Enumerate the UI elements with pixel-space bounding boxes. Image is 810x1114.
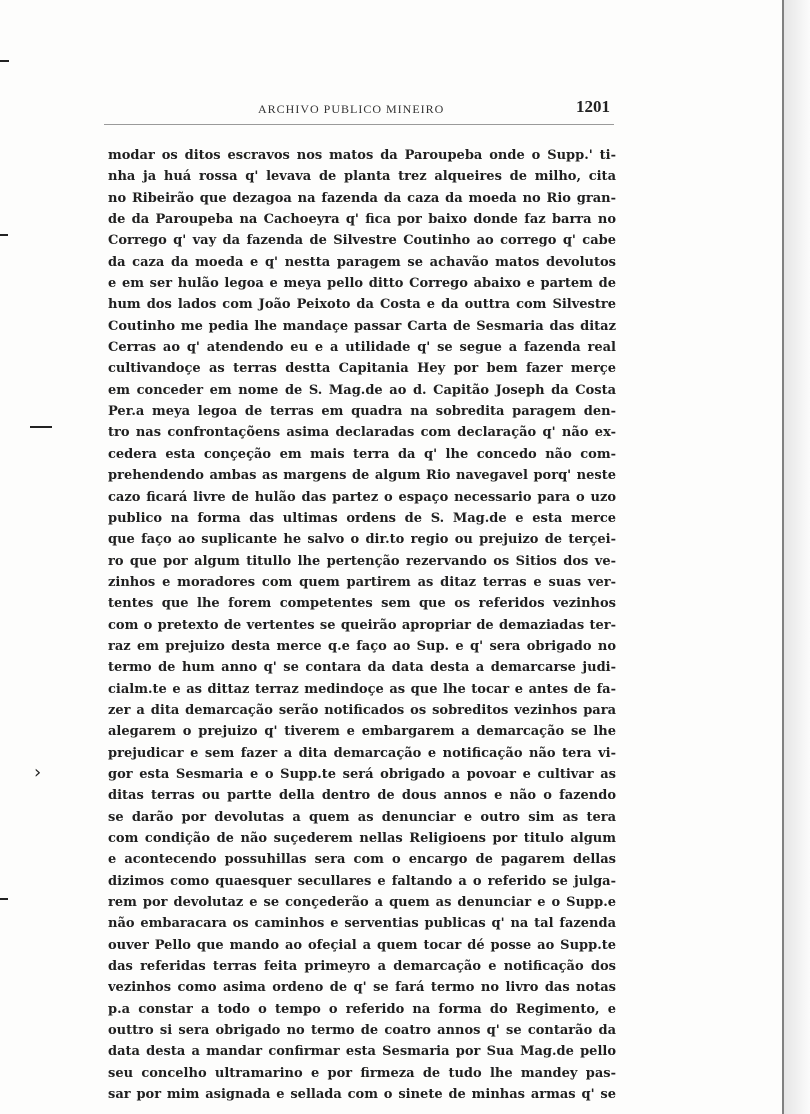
text-line: com condição de não suçederem nellas Religioens por titulo algum <box>108 831 616 846</box>
chevron-right-icon: › <box>34 762 42 783</box>
text-line: com o pretexto de vertentes se queirão apropriar de demaziadas ter- <box>108 617 616 633</box>
text-line: zinhos e moradores com quem partirem as ditaz terras e suas ver- <box>108 574 616 590</box>
page-edge-shadow <box>784 0 810 1114</box>
text-line: publico na forma das ultimas ordens de S. Mag.de e esta merce <box>108 510 616 526</box>
text-line: alegarem o prejuizo q' tiverem e embargarem a demarcação se lhe <box>108 724 616 740</box>
text-line: outtro si sera obrigado no termo de coatro annos q' se contarão da <box>108 1023 616 1039</box>
page-edge-line <box>782 0 784 1114</box>
text-line: data desta a mandar confirmar esta Sesmaria por Sua Mag.de pello <box>108 1044 616 1060</box>
text-line: de da Paroupeba na Cachoeyra q' fica por baixo donde faz barra no <box>108 212 616 228</box>
text-line: se darão por devolutas a quem as denunciar e outro sim as tera <box>108 809 616 825</box>
text-line: ro que por algum titullo lhe pertenção rezervando os Sitios dos ve- <box>108 553 616 569</box>
body-text <box>108 145 616 1105</box>
text-line: que faço ao suplicante he salvo o dir.to regio ou prejuizo de terçei- <box>108 532 616 548</box>
text-line: cedera esta conçeção em mais terra da q' lhe concedo não com- <box>108 446 616 462</box>
text-line: no Ribeirão que dezagoa na fazenda da caza da moeda no Rio gran- <box>108 190 616 206</box>
text-line: nha ja huá rossa q' levava de planta trez alqueires de milho, cita <box>108 169 616 185</box>
text-line: cazo ficará livre de hulão das partez o espaço necessario para o uzo <box>108 489 616 505</box>
text-line: prehendendo ambas as margens de algum Rio navegavel porq' neste <box>108 468 616 484</box>
text-line: gor esta Sesmaria e o Supp.te será obrigado a povoar e cultivar as <box>108 766 616 782</box>
text-line: Cerras ao q' atendendo eu e a utilidade q' se segue a fazenda real <box>108 340 616 356</box>
text-line: em conceder em nome de S. Mag.de ao d. Capitão Joseph da Costa <box>108 382 616 398</box>
text-line: termo de hum anno q' se contara da data desta a demarcarse judi- <box>108 660 616 676</box>
header-rule <box>104 124 614 125</box>
text-line: raz em prejuizo desta merce q.e faço ao Sup. e q' sera obrigado no <box>108 638 616 654</box>
margin-mark <box>30 426 52 428</box>
margin-mark <box>0 234 8 236</box>
text-line: e acontecendo possuhillas sera com o encargo de pagarem dellas <box>108 852 616 868</box>
text-line: rem por devolutaz e se conçederão a quem as denunciar e o Supp.e <box>108 895 616 911</box>
text-line: Per.a meya legoa de terras em quadra na sobredita paragem den- <box>108 404 616 420</box>
text-line: prejudicar e sem fazer a dita demarcação e notificação não tera vi- <box>108 745 616 761</box>
text-line: tentes que lhe forem competentes sem que os referidos vezinhos <box>108 596 616 612</box>
running-head: ARCHIVO PUBLICO MINEIRO <box>258 102 445 116</box>
text-line: da caza da moeda e q' nestta paragem se achavão matos devolutos <box>108 254 616 270</box>
margin-mark <box>0 898 8 900</box>
text-line: modar os ditos escravos nos matos da Paroupeba onde o Supp.' ti- <box>108 148 616 163</box>
text-line: Coutinho me pedia lhe mandaçe passar Carta de Sesmaria das ditaz <box>108 318 616 334</box>
text-line: ouver Pello que mando ao ofeçial a quem tocar dé posse ao Supp.te <box>108 937 616 953</box>
text-line: dizimos como quaesquer secullares e faltando a o referido se julga- <box>108 873 616 889</box>
text-line: seu concelho ultramarino e por firmeza de tudo lhe mandey pas- <box>108 1065 616 1081</box>
text-line: hum dos lados com João Peixoto da Costa e da outtra com Silvestre <box>108 297 616 313</box>
text-line: zer a dita demarcação serão notificados os sobreditos vezinhos para <box>108 702 616 718</box>
text-line: sar por mim asignada e sellada com o sinete de minhas armas q' se <box>108 1087 616 1103</box>
text-line: cultivandoçe as terras destta Capitania Hey por bem fazer merçe <box>108 361 616 377</box>
page-number: 1201 <box>576 97 610 116</box>
text-line: tro nas confrontaçõens asima declaradas com declaração q' não ex- <box>108 425 616 441</box>
text-line: p.a constar a todo o tempo o referido na forma do Regimento, e <box>108 1001 616 1017</box>
text-line: das referidas terras feita primeyro a demarcação e notificação dos <box>108 959 616 975</box>
text-line: não embaracara os caminhos e serventias publicas q' na tal fazenda <box>108 916 616 932</box>
text-line: vezinhos como asima ordeno de q' se fará termo no livro das notas <box>108 980 616 996</box>
text-line: ditas terras ou partte della dentro de dous annos e não o fazendo <box>108 788 616 804</box>
text-line: e em ser hulão legoa e meya pello ditto Corrego abaixo e partem de <box>108 276 616 292</box>
margin-mark <box>0 60 9 62</box>
text-line: cialm.te e as dittaz terraz medindoçe as que lhe tocar e antes de fa- <box>108 681 616 697</box>
text-line: Corrego q' vay da fazenda de Silvestre Coutinho ao corrego q' cabe <box>108 233 616 249</box>
